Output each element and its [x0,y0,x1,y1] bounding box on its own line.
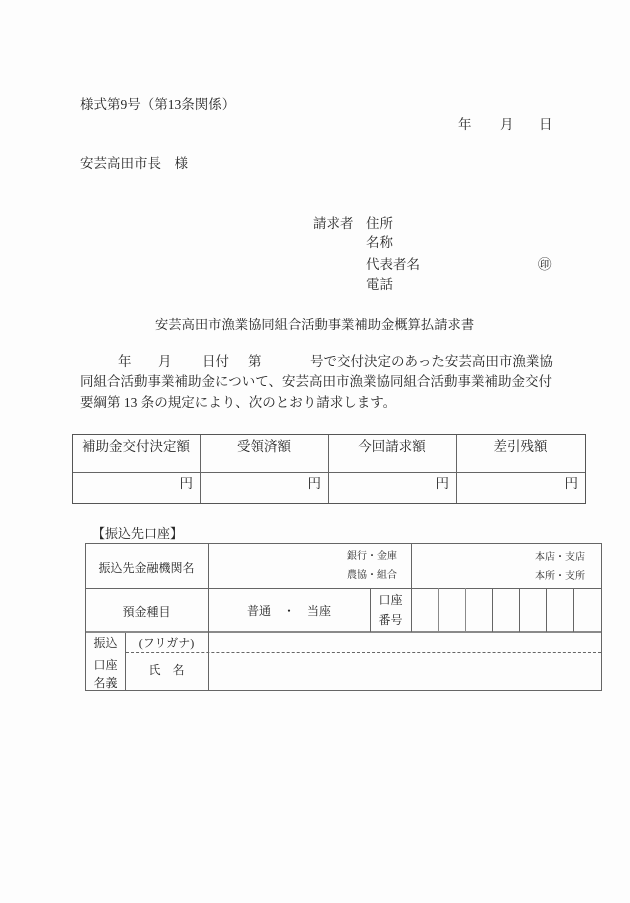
header-current-claim-amount: 今回請求額 [358,439,426,454]
current-claim-amount-cell: 円 [435,476,449,491]
body-year: 年 [118,354,132,369]
seal-icon: ㊞ [538,257,552,272]
institution-type-bank: 銀行・金庫 [347,551,397,562]
account-digit-divider [546,588,547,632]
deposit-type-options: 普通 ・ 当座 [246,604,331,618]
account-digit-divider [519,588,520,632]
account-number-label-line2: 番号 [378,613,403,627]
requester-label: 請求者 [313,216,354,231]
grant-decision-amount-cell: 円 [179,476,193,491]
body-month: 月 [158,354,172,369]
received-amount-cell: 円 [307,476,321,491]
holder-label-line1: 振込 [93,636,118,650]
requester-name-label: 名称 [366,235,393,250]
body-line1-text: 号で交付決定のあった安芸高田市漁業協 [310,354,553,369]
row-divider [73,472,585,473]
body-line2: 同組合活動事業補助金について、安芸高田市漁業協同組合活動事業補助金交付 [80,374,552,389]
account-digit-divider [492,588,493,632]
account-digit-divider [465,588,466,632]
date-day-label: 日 [539,117,553,132]
date-year-label: 年 [458,117,472,132]
row-divider [86,588,601,589]
document-title: 安芸高田市漁業協同組合活動事業補助金概算払請求書 [155,317,475,332]
branch-type-store: 本店・支店 [535,552,585,563]
body-number-prefix: 第 [248,354,262,369]
account-digit-divider [573,588,574,632]
header-remaining-amount: 差引残額 [493,439,548,454]
account-number-label-line1: 口座 [378,593,403,607]
name-label: 氏 名 [148,663,185,677]
institution-label: 振込先金融機関名 [98,561,195,575]
form-number: 様式第9号（第13条関係） [80,97,236,112]
institution-type-coop: 農協・組合 [347,570,397,581]
account-digit-divider [438,588,439,632]
addressee: 安芸高田市長 様 [80,156,188,171]
requester-phone-label: 電話 [366,277,393,292]
branch-type-office: 本所・支所 [535,571,585,582]
requester-representative-label: 代表者名 [366,257,420,272]
body-line3: 要綱第 13 条の規定により、次のとおり請求します。 [80,395,397,410]
furigana-dashed-divider [126,652,601,653]
column-divider [208,544,209,690]
row-divider [86,631,601,633]
body-date: 日付 [202,354,229,369]
deposit-type-label: 預金種目 [122,605,171,619]
requester-address-label: 住所 [366,216,393,231]
header-grant-decision-amount: 補助金交付決定額 [82,439,190,454]
date-month-label: 月 [500,117,514,132]
furigana-label: (フリガナ) [138,636,195,650]
column-divider [411,544,412,632]
bank-account-heading: 【振込先口座】 [92,526,184,541]
holder-label-line3: 名義 [93,676,118,690]
header-received-amount: 受領済額 [237,439,291,454]
holder-label-line2: 口座 [93,658,118,672]
remaining-amount-cell: 円 [564,476,578,491]
